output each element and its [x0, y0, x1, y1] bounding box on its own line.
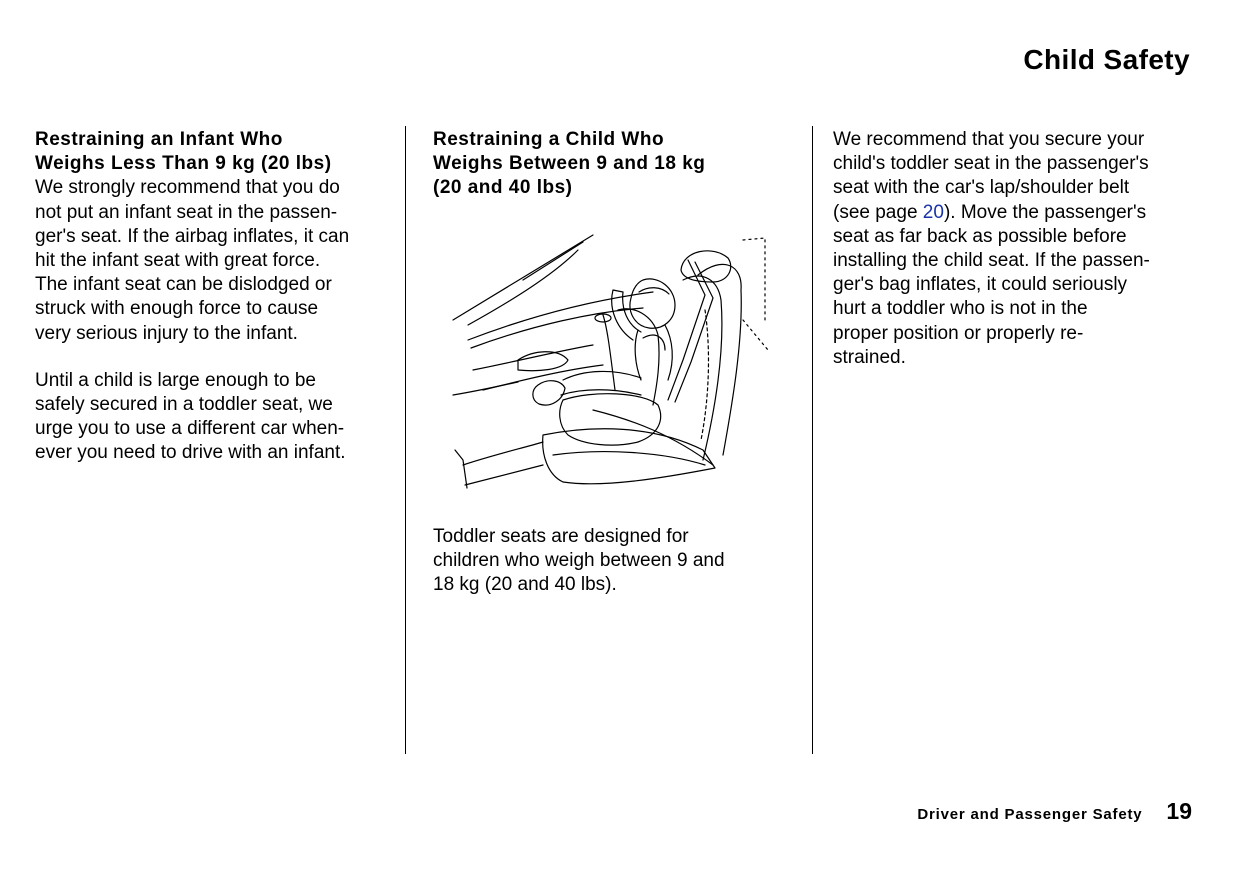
page-number: 19: [1166, 798, 1192, 824]
text-line: urge you to use a different car when-: [35, 418, 345, 440]
paragraph-infant-warning: [35, 176, 387, 345]
column-toddler: [433, 128, 783, 201]
text-line: ger's seat. If the airbag inflates, it can: [35, 225, 350, 247]
page-title: Child Safety: [1023, 44, 1190, 75]
illustration-caption: [433, 525, 783, 598]
section-heading-infant: [35, 128, 387, 176]
toddler-seat-illustration: [443, 220, 773, 505]
text-line: seat with the car's lap/shoulder belt: [833, 177, 1130, 199]
text-line: We recommend that you secure your: [833, 129, 1145, 150]
column-divider: [812, 126, 813, 754]
text-line: hurt a toddler who is not in the: [833, 298, 1088, 320]
section-heading-toddler: [433, 128, 783, 201]
text-line: Until a child is large enough to be: [35, 369, 316, 391]
column-divider: [405, 126, 406, 754]
page-link[interactable]: 20: [922, 201, 944, 223]
caption-line: 18 kg (20 and 40 lbs).: [433, 574, 617, 596]
heading-line: (20 and 40 lbs): [433, 177, 573, 199]
caption-line: Toddler seats are designed for: [433, 526, 689, 547]
heading-line: Weighs Between 9 and 18 kg: [433, 153, 706, 175]
paragraph-infant-advice: [35, 369, 387, 466]
column-recommendation: [833, 128, 1203, 370]
text-line: safely secured in a toddler seat, we: [35, 394, 333, 416]
paragraph-recommendation: [833, 128, 1203, 370]
text-line: very serious injury to the infant.: [35, 322, 298, 344]
text-line: hit the infant seat with great force.: [35, 250, 321, 272]
text-line: We strongly recommend that you do: [35, 177, 340, 199]
text-line: seat as far back as possible before: [833, 225, 1127, 247]
text-fragment: (see page: [833, 201, 923, 223]
column-infant: [35, 128, 387, 466]
page-footer: [917, 798, 1192, 825]
text-line: ever you need to drive with an infant.: [35, 442, 346, 464]
heading-line: Restraining an Infant Who: [35, 129, 283, 150]
text-line-with-link: [833, 201, 1203, 225]
text-line: strained.: [833, 346, 906, 368]
caption-line: children who weigh between 9 and: [433, 550, 725, 572]
paragraph-gap: [35, 346, 387, 369]
text-line: The infant seat can be dislodged or: [35, 274, 332, 296]
footer-section-title: Driver and Passenger Safety: [917, 806, 1143, 823]
heading-line: Weighs Less Than 9 kg (20 lbs): [35, 153, 332, 175]
text-line: child's toddler seat in the passenger's: [833, 153, 1149, 175]
heading-line: Restraining a Child Who: [433, 129, 665, 150]
text-line: ger's bag inflates, it could seriously: [833, 274, 1128, 296]
text-line: not put an infant seat in the passen-: [35, 201, 338, 223]
text-fragment: ). Move the passenger's: [943, 201, 1147, 223]
text-line: proper position or properly re-: [833, 322, 1084, 344]
text-line: installing the child seat. If the passen-: [833, 250, 1150, 272]
text-line: struck with enough force to cause: [35, 298, 319, 320]
